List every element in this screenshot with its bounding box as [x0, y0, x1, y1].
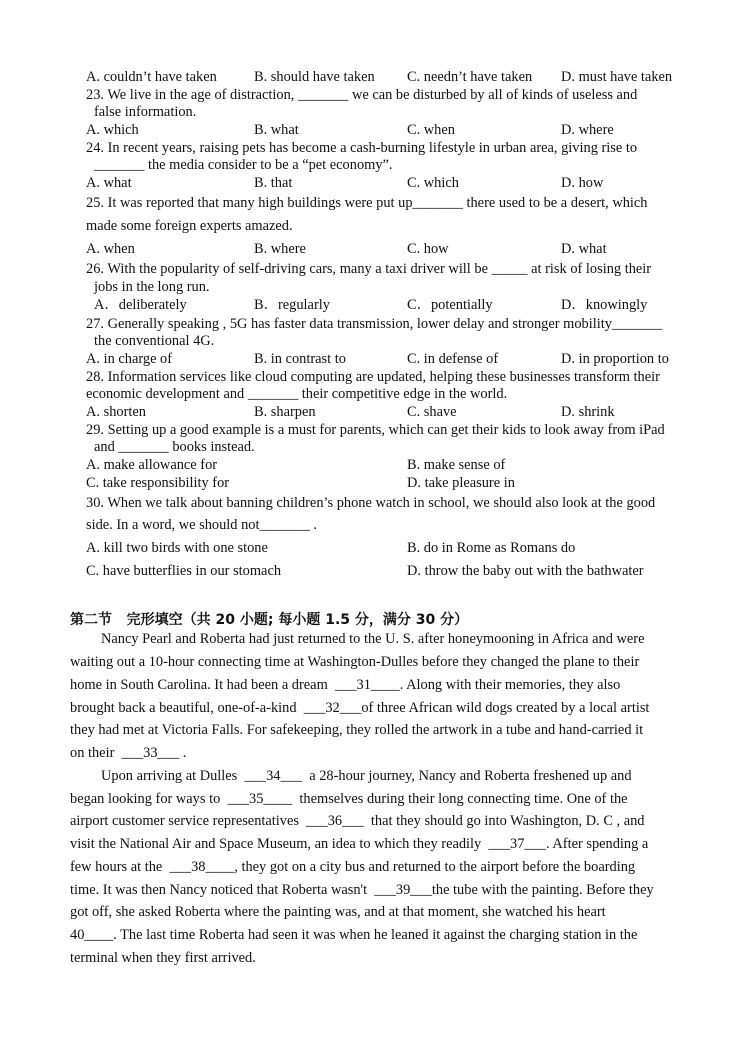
q30-stem-line1: 30. When we talk about banning children’s phone watch in school, we should also look at the good — [86, 495, 656, 511]
q23-stem-line1: 23. We live in the age of distraction, _______ we can be disturbed by all of kinds of useless and — [86, 87, 638, 103]
q22-option-a: A. couldn’t have taken — [86, 69, 217, 85]
q27-stem-line1: 27. Generally speaking , 5G has faster data transmission, lower delay and stronger mobility_______ — [86, 316, 663, 332]
q28-option-a: A. shorten — [86, 404, 146, 420]
q28-stem-line1: 28. Information services like cloud computing are updated, helping these businesses transform their — [86, 369, 660, 385]
cloze-para1-line3: home in South Carolina. It had been a dream ___31____. Along with their memories, they also — [70, 677, 621, 693]
q24-option-c: C. which — [407, 175, 459, 191]
q23-option-b: B. what — [254, 122, 299, 138]
q26-option-a: A．deliberately — [94, 297, 187, 313]
q29-stem-line2: and _______ books instead. — [94, 439, 255, 455]
section2-heading: 第二节 完形填空（共 20 小题; 每小题 1.5 分，满分 30 分） — [70, 612, 469, 628]
cloze-para2-line6: time. It was then Nancy noticed that Roberta wasn't ___39___the tube with the painting. Before they — [70, 882, 654, 898]
q28-option-c: C. shave — [407, 404, 457, 420]
cloze-para2-line4: visit the National Air and Space Museum, an idea to which they readily ___37___. After spending a — [70, 836, 649, 852]
q30-stem-line2: side. In a word, we should not_______ . — [86, 517, 318, 533]
cloze-para2-line2: began looking for ways to ___35____ themselves during their long connecting time. One of the — [70, 791, 628, 807]
q30-option-b: B. do in Rome as Romans do — [407, 540, 576, 556]
q29-stem-line1: 29. Setting up a good example is a must for parents, which can get their kids to look away from iPad — [86, 422, 665, 438]
q29-option-d: D. take pleasure in — [407, 475, 515, 491]
cloze-para2-line7: got off, she asked Roberta where the painting was, and at that moment, she watched his heart — [70, 904, 606, 920]
q24-stem-line2: _______ the media consider to be a “pet economy”. — [94, 157, 393, 173]
q27-option-c: C. in defense of — [407, 351, 499, 367]
cloze-para2-line3: airport customer service representatives ___36___ that they should go into Washington, D. C , and — [70, 813, 645, 829]
q30-option-a: A. kill two birds with one stone — [86, 540, 268, 556]
q24-option-b: B. that — [254, 175, 293, 191]
cloze-para2-line9: terminal when they first arrived. — [70, 950, 256, 966]
cloze-para1-line5: they had met at Victoria Falls. For safekeeping, they rolled the artwork in a tube and hand-carried it — [70, 722, 644, 738]
cloze-para1-line6: on their ___33___ . — [70, 745, 187, 761]
q22-option-d: D. must have taken — [561, 69, 673, 85]
q22-option-b: B. should have taken — [254, 69, 375, 85]
q23-option-c: C. when — [407, 122, 455, 138]
q29-option-c: C. take responsibility for — [86, 475, 230, 491]
q26-option-c: C．potentially — [407, 297, 493, 313]
q26-stem-line2: jobs in the long run. — [94, 279, 210, 295]
cloze-para2-line8: 40____. The last time Roberta had seen it was when he leaned it against the charging station in the — [70, 927, 638, 943]
q26-option-b: B．regularly — [254, 297, 330, 313]
cloze-para1-line2: waiting out a 10-hour connecting time at Washington-Dulles before they changed the plane to their — [70, 654, 640, 670]
q25-stem-line1: 25. It was reported that many high buildings were put up_______ there used to be a desert, which — [86, 195, 648, 211]
q23-option-d: D. where — [561, 122, 614, 138]
q26-stem-line1: 26. With the popularity of self-driving cars, many a taxi driver will be _____ at risk of losing their — [86, 261, 652, 277]
q30-option-c: C. have butterflies in our stomach — [86, 563, 282, 579]
q24-stem-line1: 24. In recent years, raising pets has become a cash-burning lifestyle in urban area, giving rise to — [86, 140, 638, 156]
q25-option-a: A. when — [86, 241, 135, 257]
q30-option-d: D. throw the baby out with the bathwater — [407, 563, 644, 579]
q27-option-d: D. in proportion to — [561, 351, 669, 367]
q27-stem-line2: the conventional 4G. — [94, 333, 215, 349]
q29-option-b: B. make sense of — [407, 457, 506, 473]
q27-option-b: B. in contrast to — [254, 351, 346, 367]
q25-option-c: C. how — [407, 241, 449, 257]
q27-option-a: A. in charge of — [86, 351, 173, 367]
cloze-para1-line4: brought back a beautiful, one-of-a-kind ___32___of three African wild dogs created by a local artist — [70, 700, 650, 716]
q28-option-d: D. shrink — [561, 404, 615, 420]
q24-option-a: A. what — [86, 175, 132, 191]
q25-stem-line2: made some foreign experts amazed. — [86, 218, 293, 234]
q28-stem-line2: economic development and _______ their competitive edge in the world. — [86, 386, 508, 402]
cloze-para2-line5: few hours at the ___38____, they got on a city bus and returned to the airport before the boarding — [70, 859, 636, 875]
cloze-para2-line1: Upon arriving at Dulles ___34___ a 28-hour journey, Nancy and Roberta freshened up and — [101, 768, 632, 784]
q23-stem-line2: false information. — [94, 104, 197, 120]
q24-option-d: D. how — [561, 175, 604, 191]
q23-option-a: A. which — [86, 122, 139, 138]
q25-option-b: B. where — [254, 241, 306, 257]
q29-option-a: A. make allowance for — [86, 457, 218, 473]
q25-option-d: D. what — [561, 241, 607, 257]
cloze-para1-line1: Nancy Pearl and Roberta had just returned to the U. S. after honeymooning in Africa and were — [101, 631, 645, 647]
q22-option-c: C. needn’t have taken — [407, 69, 533, 85]
q26-option-d: D．knowingly — [561, 297, 648, 313]
q28-option-b: B. sharpen — [254, 404, 316, 420]
